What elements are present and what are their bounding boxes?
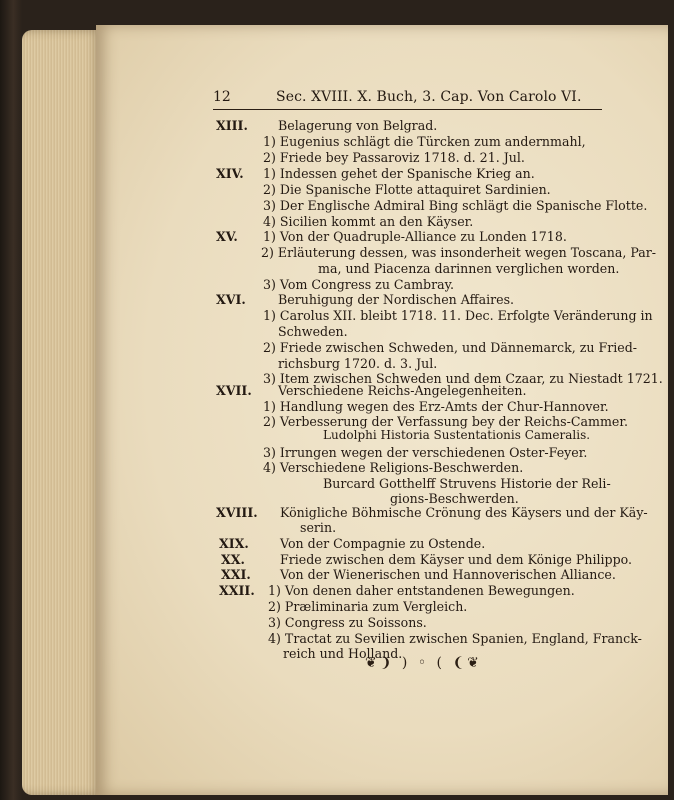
entry-line: 1) Indessen gehet der Spanische Krieg an. bbox=[263, 166, 535, 181]
page-number: 12 bbox=[213, 89, 231, 105]
entry-line: serin. bbox=[300, 520, 337, 535]
entry-line: Von der Wienerischen und Hannoverischen Alliance. bbox=[280, 567, 616, 582]
entry-line: 4) Verschiedene Religions-Beschwerden. bbox=[263, 460, 524, 475]
entry-line: 1) Von der Quadruple-Alliance zu Londen 1718. bbox=[263, 229, 567, 244]
entry-line: 3) Congress zu Soissons. bbox=[268, 615, 427, 630]
entry-line: gions-Beschwerden. bbox=[390, 491, 519, 506]
entry-number: XXI. bbox=[221, 567, 251, 582]
entry-number: XXII. bbox=[219, 583, 255, 598]
entry-number: XVII. bbox=[216, 383, 252, 398]
entry-line: 2) Præliminaria zum Vergleich. bbox=[268, 599, 468, 614]
entry-line: 2) Verbesserung der Verfassung bey der Reichs-Cammer. bbox=[263, 414, 629, 429]
entry-line: 2) Erläuterung dessen, was insonderheit wegen Toscana, Par- bbox=[261, 245, 657, 260]
page-edges bbox=[22, 30, 102, 795]
entry-line: Schweden. bbox=[278, 324, 348, 339]
entry-line: 2) Die Spanische Flotte attaquiret Sardinien. bbox=[263, 182, 551, 197]
book-cover-edge bbox=[0, 0, 22, 800]
entry-number: XIII. bbox=[216, 118, 248, 133]
entry-line: Friede zwischen dem Käyser und dem Könige Philippo. bbox=[280, 552, 633, 567]
entry-line: Königliche Böhmische Crönung des Käysers und der Käy- bbox=[280, 505, 648, 520]
entry-line: Von der Compagnie zu Ostende. bbox=[280, 536, 486, 551]
entry-line: reich und Holland. bbox=[283, 646, 403, 661]
entry-line: 2) Friede bey Passaroviz 1718. d. 21. Jul. bbox=[263, 150, 525, 165]
entry-line: Verschiedene Reichs-Angelegenheiten. bbox=[278, 383, 527, 398]
entry-number: XIV. bbox=[216, 166, 244, 181]
entry-line: Belagerung von Belgrad. bbox=[278, 118, 438, 133]
entry-line: 1) Carolus XII. bleibt 1718. 11. Dec. Erfolgte Veränderung in bbox=[263, 308, 653, 323]
running-title: Sec. XVIII. X. Buch, 3. Cap. Von Carolo VI. bbox=[276, 89, 582, 105]
entry-line: 2) Friede zwischen Schweden, und Dännemarck, zu Fried- bbox=[263, 340, 638, 355]
header-rule bbox=[213, 109, 602, 110]
entry-line: 4) Sicilien kommt an den Käyser. bbox=[263, 214, 474, 229]
entry-line: ma, und Piacenza darinnen verglichen worden. bbox=[318, 261, 620, 276]
right-cover-edge bbox=[668, 0, 674, 800]
entry-line: richsburg 1720. d. 3. Jul. bbox=[278, 356, 438, 371]
entry-line: Burcard Gotthelff Struvens Historie der Reli- bbox=[323, 476, 611, 491]
entry-line: 1) Eugenius schlägt die Türcken zum andernmahl, bbox=[263, 134, 586, 149]
entry-line: 3) Vom Congress zu Cambray. bbox=[263, 277, 455, 292]
entry-number: XVI. bbox=[216, 292, 246, 307]
entry-line: 1) Von denen daher entstandenen Bewegungen. bbox=[268, 583, 575, 598]
entry-number: XIX. bbox=[219, 536, 249, 551]
entry-line: Beruhigung der Nordischen Affaires. bbox=[278, 292, 515, 307]
entry-line: Ludolphi Historia Sustentationis Cameralis. bbox=[323, 428, 591, 442]
entry-number: XVIII. bbox=[216, 505, 258, 520]
end-ornament: ❦❩ ) ◦ ( ❨❦ bbox=[365, 655, 482, 671]
entry-line: 3) Der Englische Admiral Bing schlägt die Spanische Flotte. bbox=[263, 198, 648, 213]
running-header bbox=[213, 89, 603, 109]
entry-number: XV. bbox=[216, 229, 238, 244]
entry-line: 4) Tractat zu Sevilien zwischen Spanien, England, Franck- bbox=[268, 631, 642, 646]
entry-line: 1) Handlung wegen des Erz-Amts der Chur-Hannover. bbox=[263, 399, 609, 414]
entry-number: XX. bbox=[221, 552, 245, 567]
entry-line: 3) Item zwischen Schweden und dem Czaar, zu Niestadt 1721. bbox=[263, 371, 663, 386]
entry-line: 3) Irrungen wegen der verschiedenen Oster-Feyer. bbox=[263, 445, 588, 460]
